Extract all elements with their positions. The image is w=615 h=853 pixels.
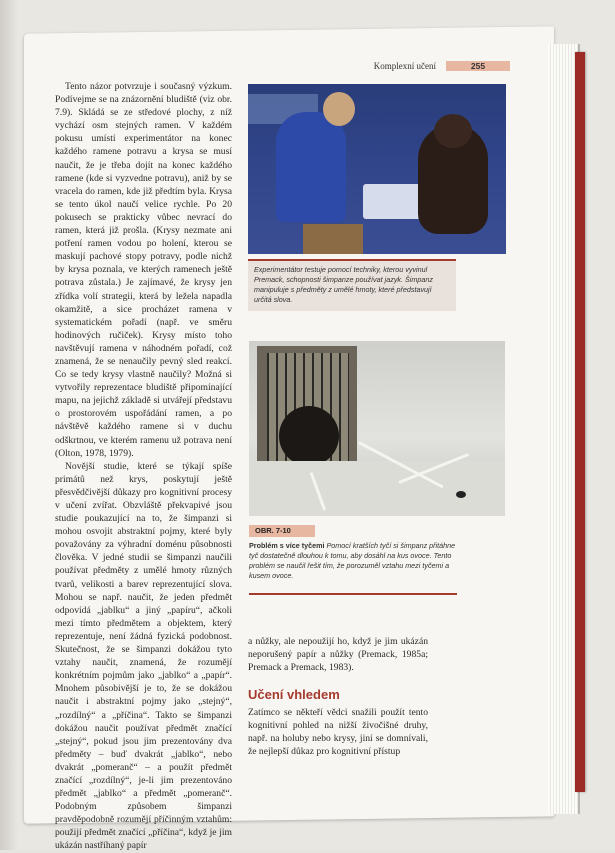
figure2-caption-lead: Problém s více tyčemi [249, 541, 325, 550]
photo-floor [249, 461, 505, 516]
photo-fruit [456, 491, 466, 498]
paragraph: Novější studie, které se týkají spíše primátů než krys, poskytují ještě přesvědčivější důkazy pro kognitivní procesy v učení zvířat. Obzvláště překvapivé jsou studie poukazující na to, že šimpanzi si mohou osvojit abstraktní pojmy, které byly považovány za výhradní doménu působnosti člověka. V jedné studii se šimpanzi naučili používat předměty z umělé hmoty různých tvarů, velikosti a barev reprezentující slova. Mohou se např. naučit, že jeden předmět odpovídá „jablku“ a jiný „papíru“, ačkoli mezi tímto předmětem a objektem, který reprezentuje, není žádná fyzická podobnost. Skutečnost, že se šimpanzi dokážou tyto vztahy naučit, znamená, že rozumějí konkrétním pojmům jako „jablko“ a „papír“. Mnohem působivější je to, že se dokážou naučit i abstraktní pojmy jako „stejný“, „rozdílný“ a „příčina“. Takto se šimpanzi dokážou naučit používat předmět značící „stejný“, pokud jsou jim prezentovány dva předměty – buď dvakrát „jablko“, nebo dvakrát „pomeranč“ – a použít předmět značící „rozdílný“, je-li jim prezentováno předmět „jablko“ a předmět „pomeranč“. Podobným způsobem šimpanzi pravděpodobně rozumějí příčinným vztahům: použijí předmět značící „příčina“, když je jim ukázán nastříhaný papír [55, 460, 232, 852]
paragraph: Zatímco se někteří vědci snažili použít tento kognitivní pohled na nižší živočišné druhy, např. na holuby nebo krysy, jiní se domnívali, že nejlepší důkaz pro kognitivní přístup [248, 707, 428, 758]
book-cover-edge [575, 52, 585, 792]
running-header [340, 60, 510, 72]
section-heading: Učení vhledem [248, 687, 340, 702]
right-text-continuation [248, 635, 428, 674]
left-text-column [55, 80, 232, 852]
paragraph: a nůžky, ale nepoužijí ho, když je jim ukázán neporušený papír a nůžky (Premack, 1985a; Premack a Premack, 1983). [248, 636, 428, 674]
header-title: Komplexní učení [373, 61, 436, 71]
figure-chimp-language-photo [248, 84, 506, 254]
figure2-caption [249, 541, 457, 595]
figure2-caption-text: Pomocí kratších tyčí si šimpanz přitáhne tyč dostatečně dlouhou k tomu, aby dosáhl na kus ovoce. Tento problém se naučil řešit tím, že porozuměl vztahu mezi tyčemi a kusem ovoce. [249, 541, 456, 580]
figure1-caption: Experimentátor testuje pomocí techniky, kterou vyvinul Premack, schopnosti šimpanze používat jazyk. Šimpanz manipuluje s předměty z umělé hmoty, které představují určitá slova. [248, 259, 456, 311]
photo-box [303, 224, 363, 254]
photo-chimp-head [434, 114, 472, 148]
figure-multiple-sticks-photo [249, 341, 505, 516]
photo-ape [279, 406, 339, 466]
figure2-label: OBR. 7-10 [249, 525, 315, 537]
paragraph: Tento názor potvrzuje i současný výzkum. Podívejme se na znázornění bludiště (viz obr. 7.9). Skládá se ze středové plochy, z níž vychází osm stejných ramen. V každém pokusu umístí experimentátor na konec každého ramene potravu a krysa se musí naučit, že je třeba dojít na konec každého ramene (kde si vyzvedne potravu), aniž by se vracela do ramen, kde již předtím byla. Krysa se tento úkol naučí velice rychle. Po 20 pokusech se prakticky vůbec nevrací do ramen, která již prošla. (Krysy nezmate ani potření ramen vodou po holení, kterou se maskují pachové stopy potravy, podle nichž by krysa poznala, ve kterých ramenech ještě potrava zůstala.) Je zajímavé, že krysy jen zřídka volí strategii, která by ležela napadla okamžitě, a sice procházet ramena v systematickém pořadí (např. ve směru hodinových ručiček). Krysy místo toho navštěvují ramena v náhodném pořadí, což znamená, že se nenaučily pevný sled reakcí. Co se tedy krysy vlastně naučily? Možná si vytvořily reprezentace bludiště připomínající mapu, na jejichž základě si utvářejí představu o prostorovém uspořádání ramen, a po návštěvě každého ramene si v duchu odškrtnou, ve kterém ramenu už potrava není (Olton, 1978, 1979). [55, 81, 232, 459]
photo-experimenter-head [323, 92, 355, 126]
photo-experimenter [276, 112, 346, 222]
right-text-section [248, 706, 428, 758]
page-number: 255 [446, 61, 510, 71]
